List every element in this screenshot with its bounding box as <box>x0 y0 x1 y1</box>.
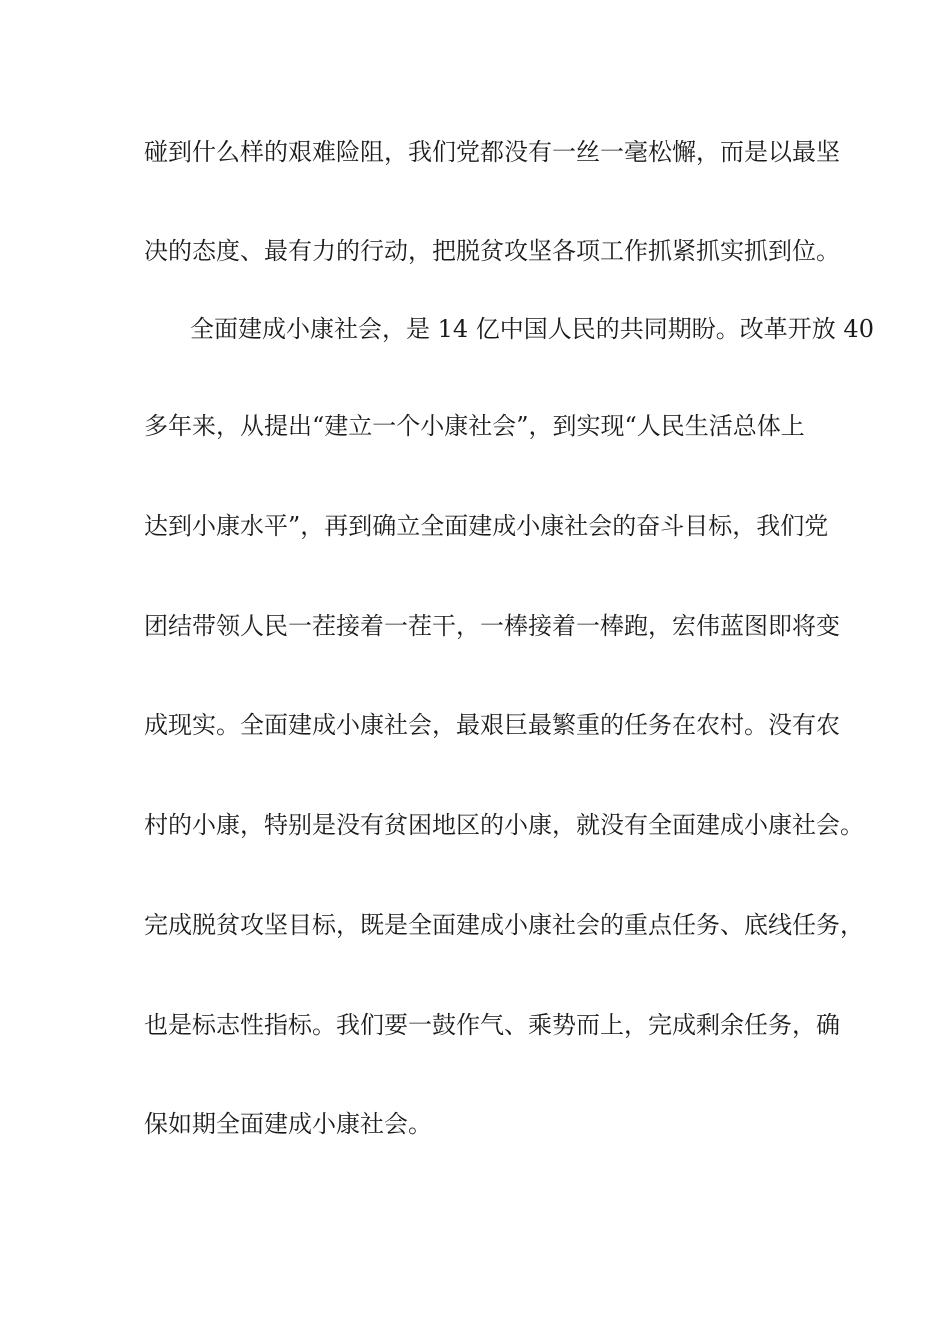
paragraph-line-5: 达到小康水平”，再到确立全面建成小康社会的奋斗目标，我们党 <box>144 512 829 540</box>
paragraph-line-6: 团结带领人民一茬接着一茬干，一棒接着一棒跑，宏伟蓝图即将变 <box>144 612 840 640</box>
paragraph-line-11: 保如期全面建成小康社会。 <box>144 1110 432 1138</box>
paragraph-line-8: 村的小康，特别是没有贫困地区的小康，就没有全面建成小康社会。 <box>144 811 864 839</box>
paragraph-line-3: 全面建成小康社会，是 14 亿中国人民的共同期盼。改革开放 40 <box>190 315 874 343</box>
paragraph-line-2: 决的态度、最有力的行动，把脱贫攻坚各项工作抓紧抓实抓到位。 <box>144 237 840 265</box>
paragraph-line-10: 也是标志性指标。我们要一鼓作气、乘势而上，完成剩余任务，确 <box>144 1011 840 1039</box>
paragraph-line-9: 完成脱贫攻坚目标，既是全面建成小康社会的重点任务、底线任务， <box>144 911 864 939</box>
paragraph-line-4: 多年来，从提出“建立一个小康社会”，到实现“人民生活总体上 <box>144 412 805 440</box>
paragraph-line-1: 碰到什么样的艰难险阻，我们党都没有一丝一毫松懈，而是以最坚 <box>144 138 840 166</box>
paragraph-line-7: 成现实。全面建成小康社会，最艰巨最繁重的任务在农村。没有农 <box>144 711 840 739</box>
